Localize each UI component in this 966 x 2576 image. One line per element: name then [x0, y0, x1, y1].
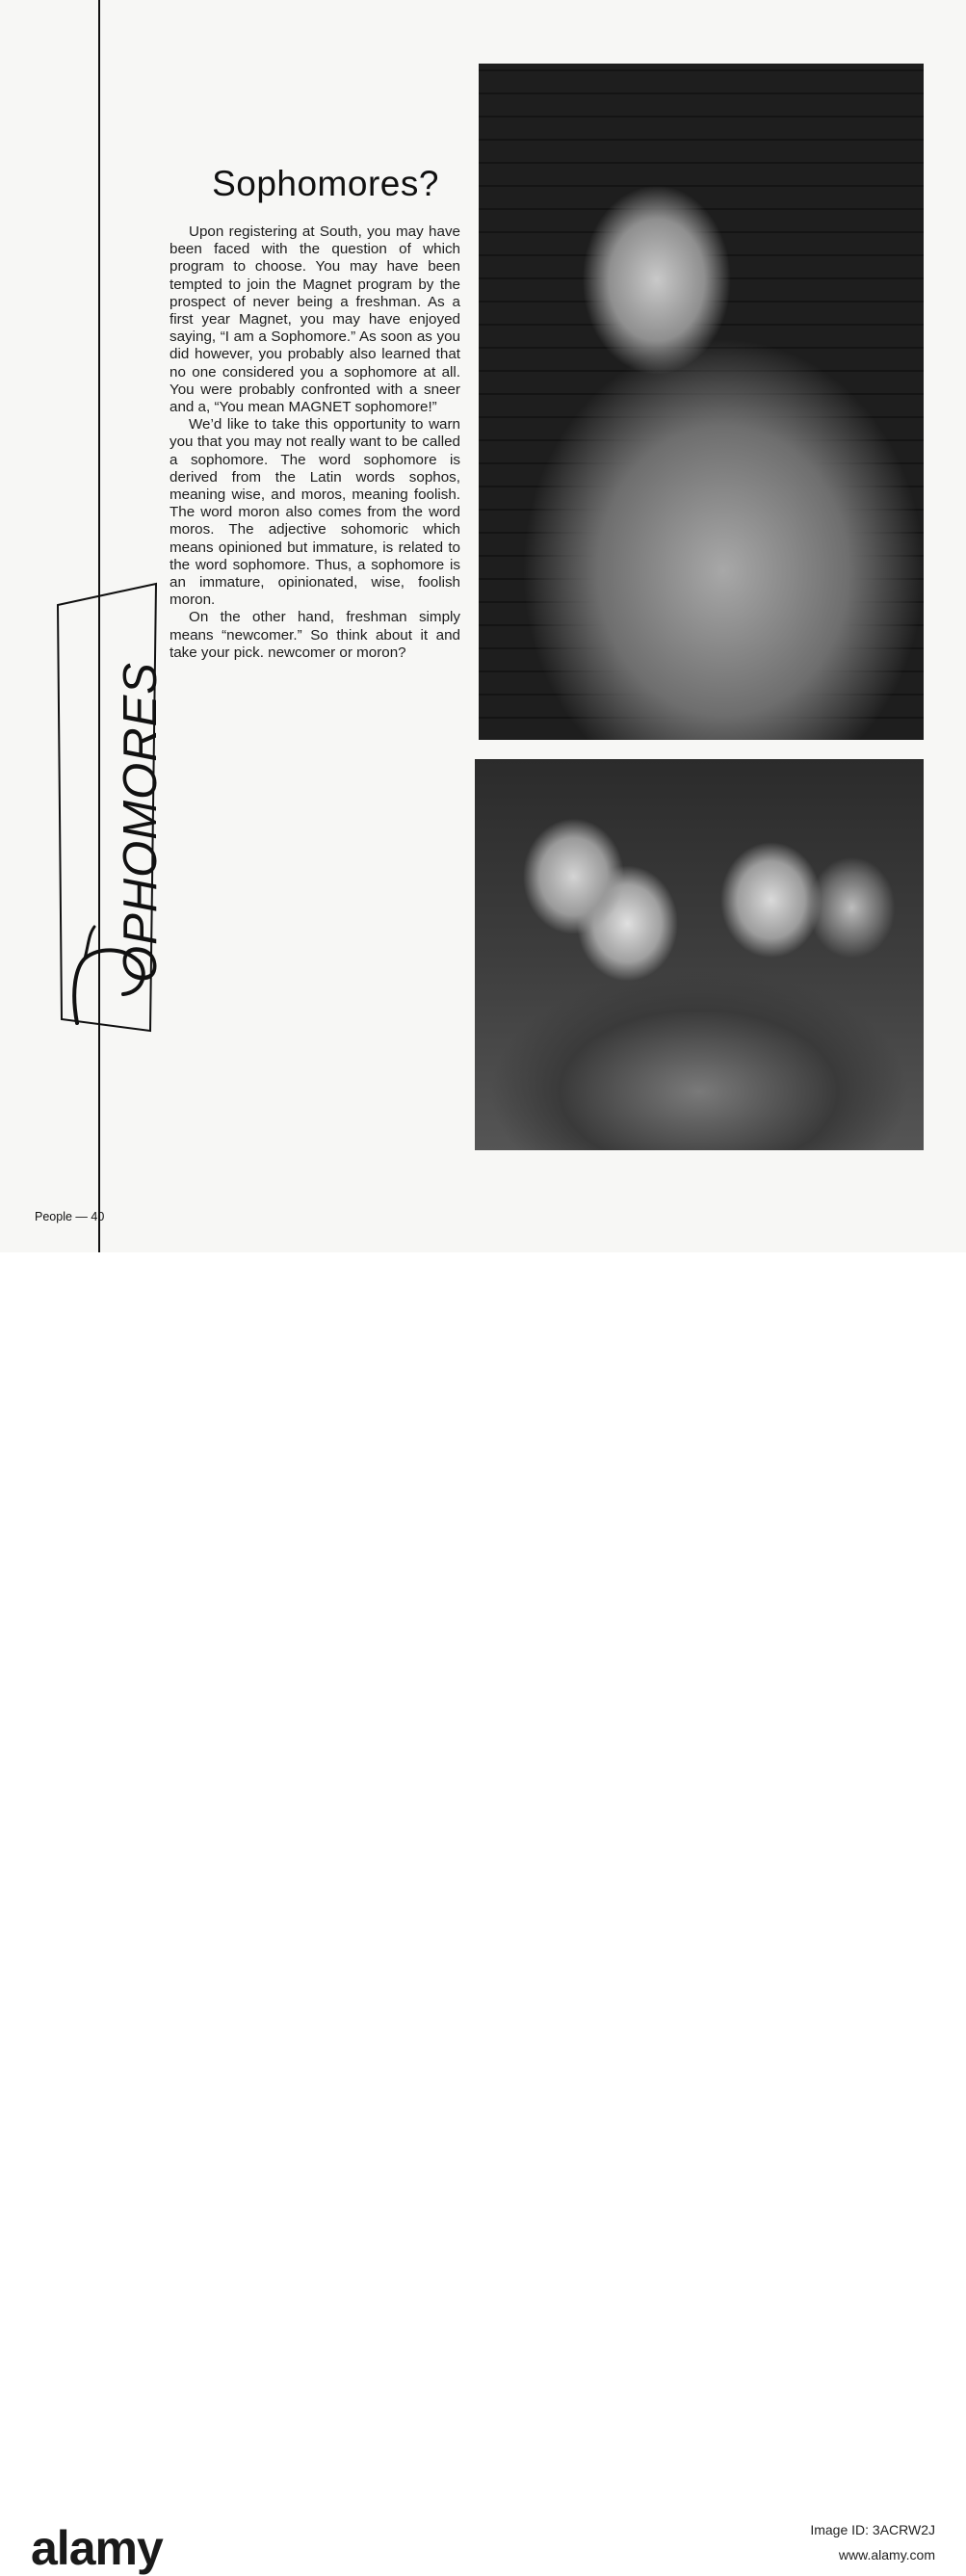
paragraph-3: On the other hand, freshman simply means “newcomer.” So think about it and take your pick. newcomer or moron? [170, 609, 460, 661]
photo-group-of-students [475, 759, 924, 1150]
page-number: People — 40 [35, 1210, 105, 1223]
article-body [170, 223, 460, 662]
watermark-footer [0, 1252, 966, 2575]
paragraph-1: Upon registering at South, you may have been faced with the question of which program to choose. You may have been tempted to join the Magnet program by the prospect of never being a freshman. As a first year Magnet, you may have enjoyed saying, “I am a Sophomore.” As soon as you did however, you probably also learned that no one considered you a sophomore at all. You were probably confronted with a sneer and a, “You mean MAGNET sophomore!” [170, 223, 460, 416]
banner-text: OPHOMORES [115, 662, 167, 983]
brand-url: www.alamy.com [838, 2547, 935, 2563]
page-title: Sophomores? [212, 164, 439, 203]
section-banner [56, 578, 167, 1040]
brand-logo: alamy [31, 2521, 163, 2575]
yearbook-page [0, 0, 966, 1252]
paragraph-2: We’d like to take this opportunity to warn you that you may not really want to be called a sophomore. The word sophomore is derived from the Latin words sophos, meaning wise, and moros, meaning foolish. The word moron also comes from the word moros. The adjective sohomoric which means opinioned but immature, is related to the word sophomore. Thus, a sophomore is an immature, opinionated, wise, foolish moron. [170, 416, 460, 609]
image-id: Image ID: 3ACRW2J [810, 2522, 935, 2537]
photo-student-portrait [479, 64, 924, 740]
